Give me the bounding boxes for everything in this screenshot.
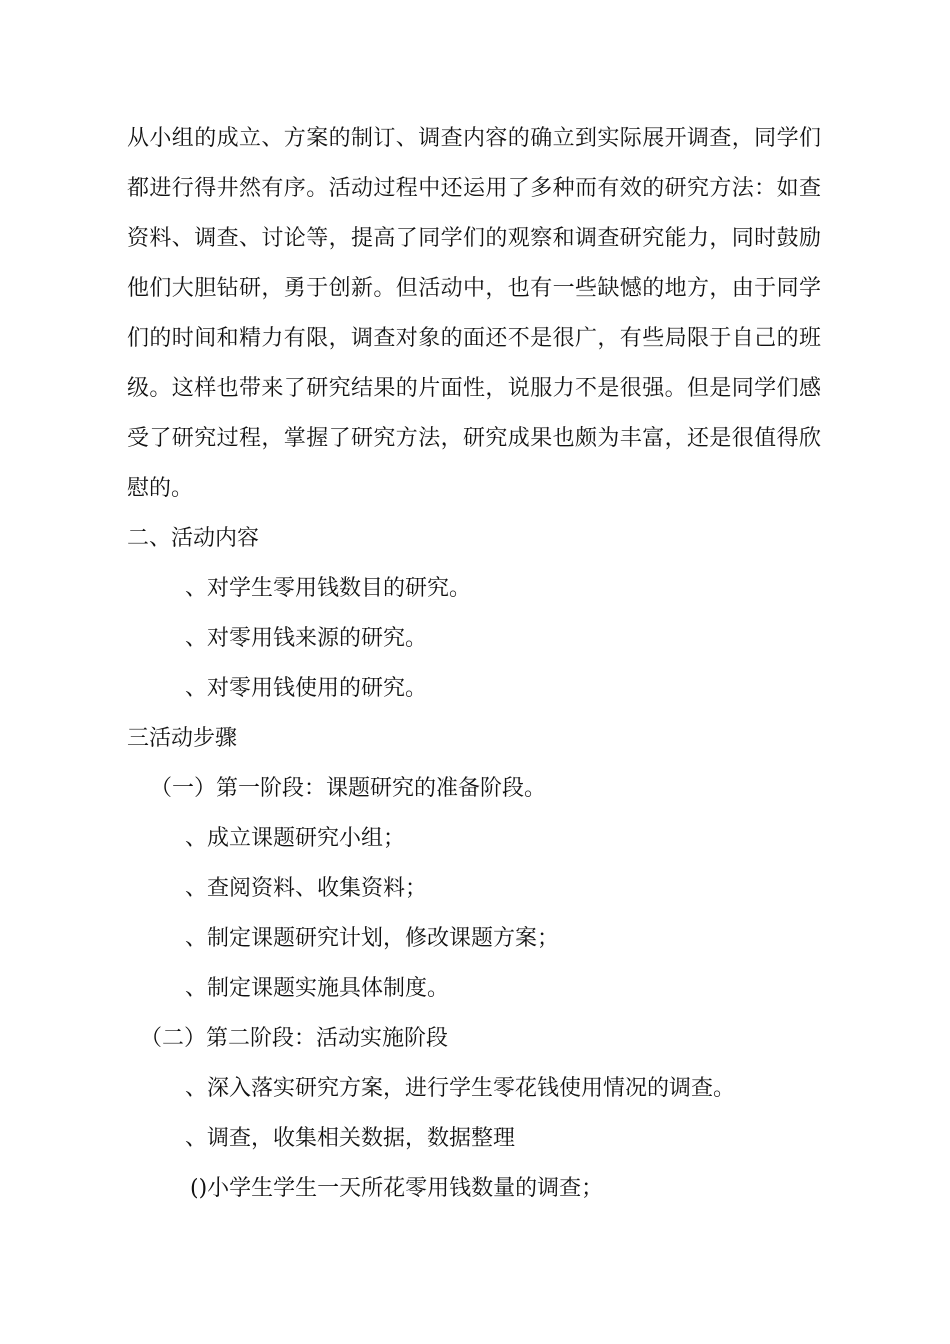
sub-list-item: ()小学生学生一天所花零用钱数量的调查； — [190, 1176, 604, 1201]
list-item: 、制定课题研究计划，修改课题方案； — [185, 926, 560, 951]
list-item: 、对零用钱来源的研究。 — [185, 626, 428, 651]
list-item: 、对零用钱使用的研究。 — [185, 676, 428, 701]
stage-title: （二）第二阶段：活动实施阶段 — [140, 1026, 449, 1051]
list-item: 、深入落实研究方案，进行学生零花钱使用情况的调查。 — [185, 1076, 736, 1101]
list-item: 、对学生零用钱数目的研究。 — [185, 576, 472, 601]
list-item: 、调查，收集相关数据，数据整理 — [185, 1126, 516, 1151]
paragraph-line: 慰的。 — [127, 476, 194, 501]
list-item: 、成立课题研究小组； — [185, 826, 406, 851]
paragraph-line: 从小组的成立、方案的制订、调查内容的确立到实际展开调查，同学们 — [127, 126, 821, 151]
paragraph-line: 他们大胆钻研，勇于创新。但活动中，也有一些缺憾的地方，由于同学 — [127, 276, 821, 301]
paragraph-line: 都进行得井然有序。活动过程中还运用了多种而有效的研究方法：如查 — [127, 176, 821, 201]
paragraph-line: 级。这样也带来了研究结果的片面性，说服力不是很强。但是同学们感 — [127, 376, 821, 401]
stage-title: （一）第一阶段：课题研究的准备阶段。 — [150, 776, 547, 801]
list-item: 、制定课题实施具体制度。 — [185, 976, 450, 1001]
paragraph-line: 们的时间和精力有限，调查对象的面还不是很广，有些局限于自己的班 — [127, 326, 821, 351]
paragraph-line: 资料、调查、讨论等，提高了同学们的观察和调查研究能力，同时鼓励 — [127, 226, 821, 251]
paragraph-line: 受了研究过程，掌握了研究方法，研究成果也颇为丰富，还是很值得欣 — [127, 426, 821, 451]
section-heading-activity-content: 二、活动内容 — [127, 526, 260, 551]
list-item: 、查阅资料、收集资料； — [185, 876, 428, 901]
section-heading-activity-steps: 三活动步骤 — [127, 726, 238, 751]
